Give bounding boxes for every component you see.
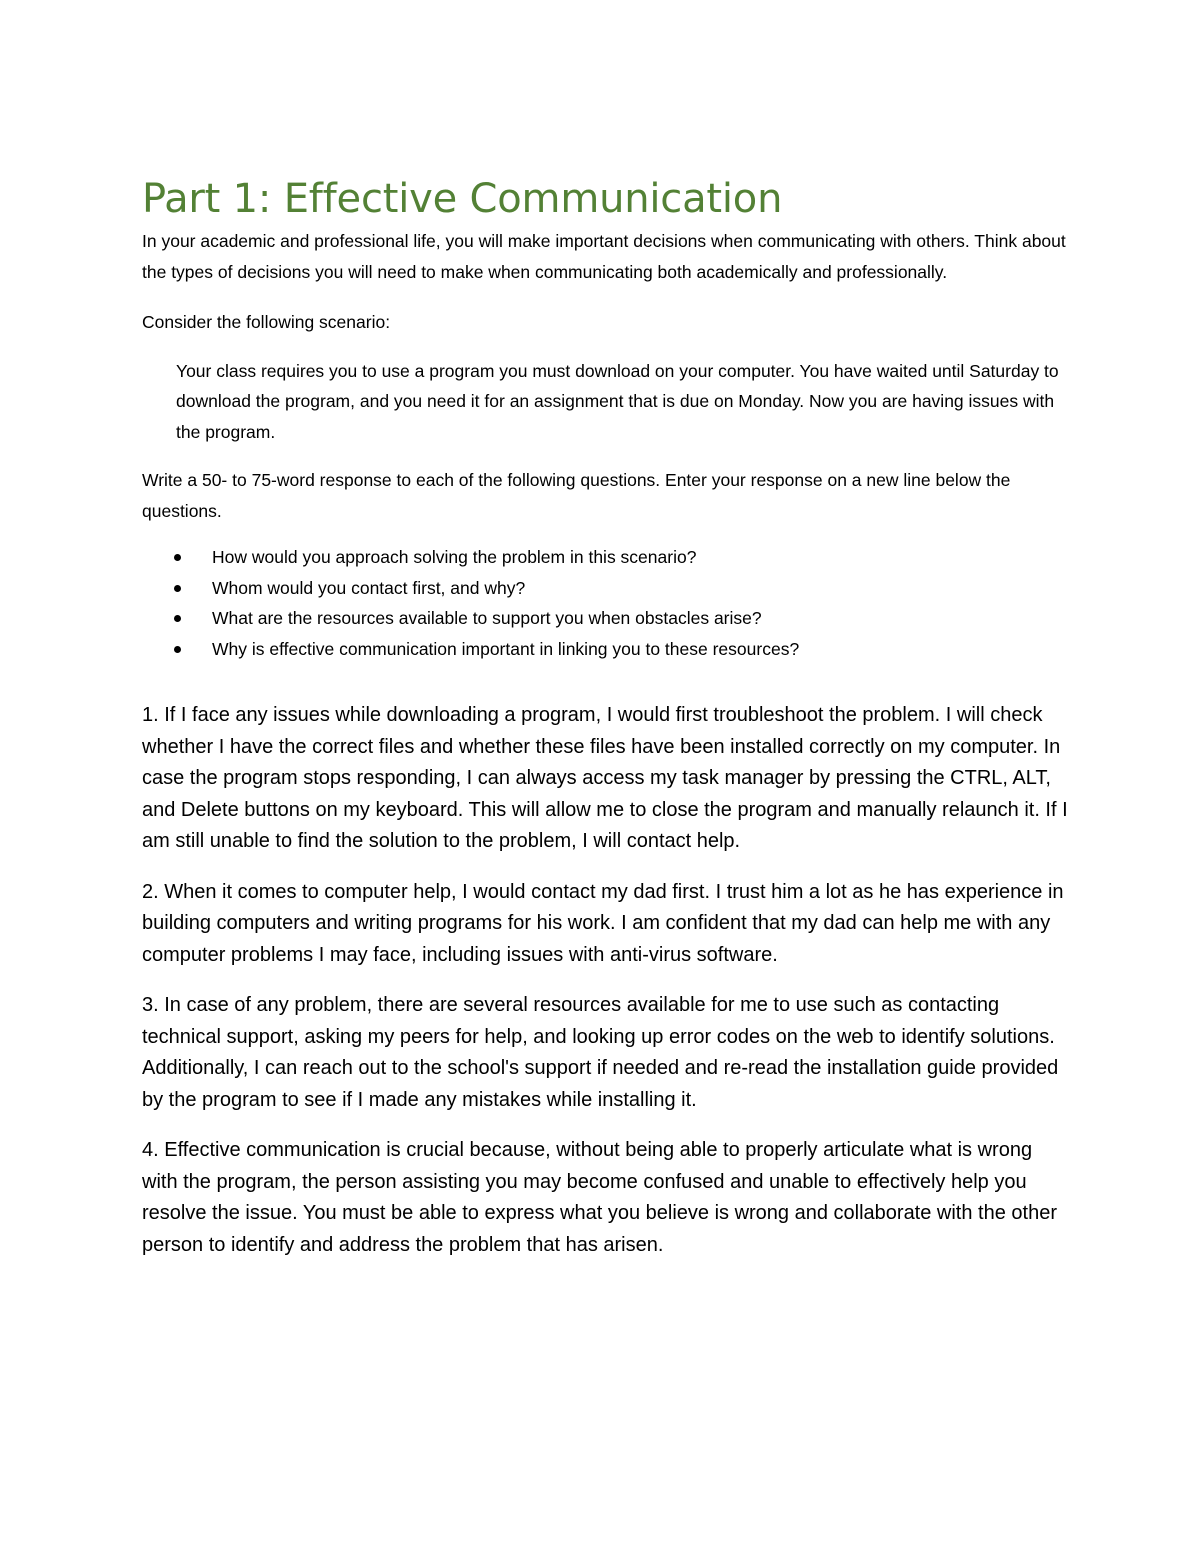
document-title: Part 1: Effective Communication [142, 176, 783, 222]
scenario-paragraph: Your class requires you to use a program you must download on your computer. You have waited until Saturday to download the program, and you need it for an assignment that is due on Monday. Now you are having issues with the program. [176, 360, 1059, 442]
list-item [142, 542, 1072, 573]
instructions-paragraph: Write a 50- to 75-word response to each of the following questions. Enter your response on a new line below the questions. [142, 470, 1011, 521]
answer-paragraph-4: 4. Effective communication is crucial because, without being able to properly articulate what is wrong with the program, the person assisting you may become confused and unable to effectively help you resolve the issue. You must be able to express what you believe is wrong and collaborate with the other person to identify and address the problem that has arisen. [142, 1139, 1057, 1256]
intro-paragraph: In your academic and professional life, you will make important decisions when communicating with others. Think about the types of decisions you will need to make when communicating both academically and professionally. [142, 231, 1066, 282]
bullet-icon [174, 615, 181, 622]
answer-paragraph-2: 2. When it comes to computer help, I would contact my dad first. I trust him a lot as he has experience in building computers and writing programs for his work. I am confident that my dad can help me with any computer problems I may face, including issues with anti-virus software. [142, 880, 1064, 966]
question-text: What are the resources available to support you when obstacles arise? [212, 608, 762, 628]
answer-paragraph-1: 1. If I face any issues while downloading a program, I would first troubleshoot the problem. I will check whether I have the correct files and whether these files have been installed correctly on my computer. In case the program stops responding, I can always access my task manager by pressing the CTRL, ALT, and Delete buttons on my keyboard. This will allow me to close the program and manually relaunch it. If I am still unable to find the solution to the problem, I will contact help. [142, 704, 1068, 852]
list-item [142, 573, 1072, 604]
question-text: How would you approach solving the problem in this scenario? [212, 547, 697, 567]
bullet-icon [174, 646, 181, 653]
list-item [142, 634, 1072, 665]
list-item [142, 603, 1072, 634]
answer-paragraph-3: 3. In case of any problem, there are several resources available for me to use such as contacting technical support, asking my peers for help, and looking up error codes on the web to identify solutions. Additionally, I can reach out to the school's support if needed and re-read the installation guide provided by the program to see if I made any mistakes while installing it. [142, 994, 1059, 1111]
questions-list [142, 542, 1072, 664]
consider-paragraph: Consider the following scenario: [142, 312, 391, 332]
document-page [142, 170, 1072, 1280]
question-text: Why is effective communication important in linking you to these resources? [212, 638, 800, 659]
question-text: Whom would you contact first, and why? [212, 577, 526, 598]
bullet-icon [174, 585, 181, 592]
bullet-icon [174, 554, 181, 561]
